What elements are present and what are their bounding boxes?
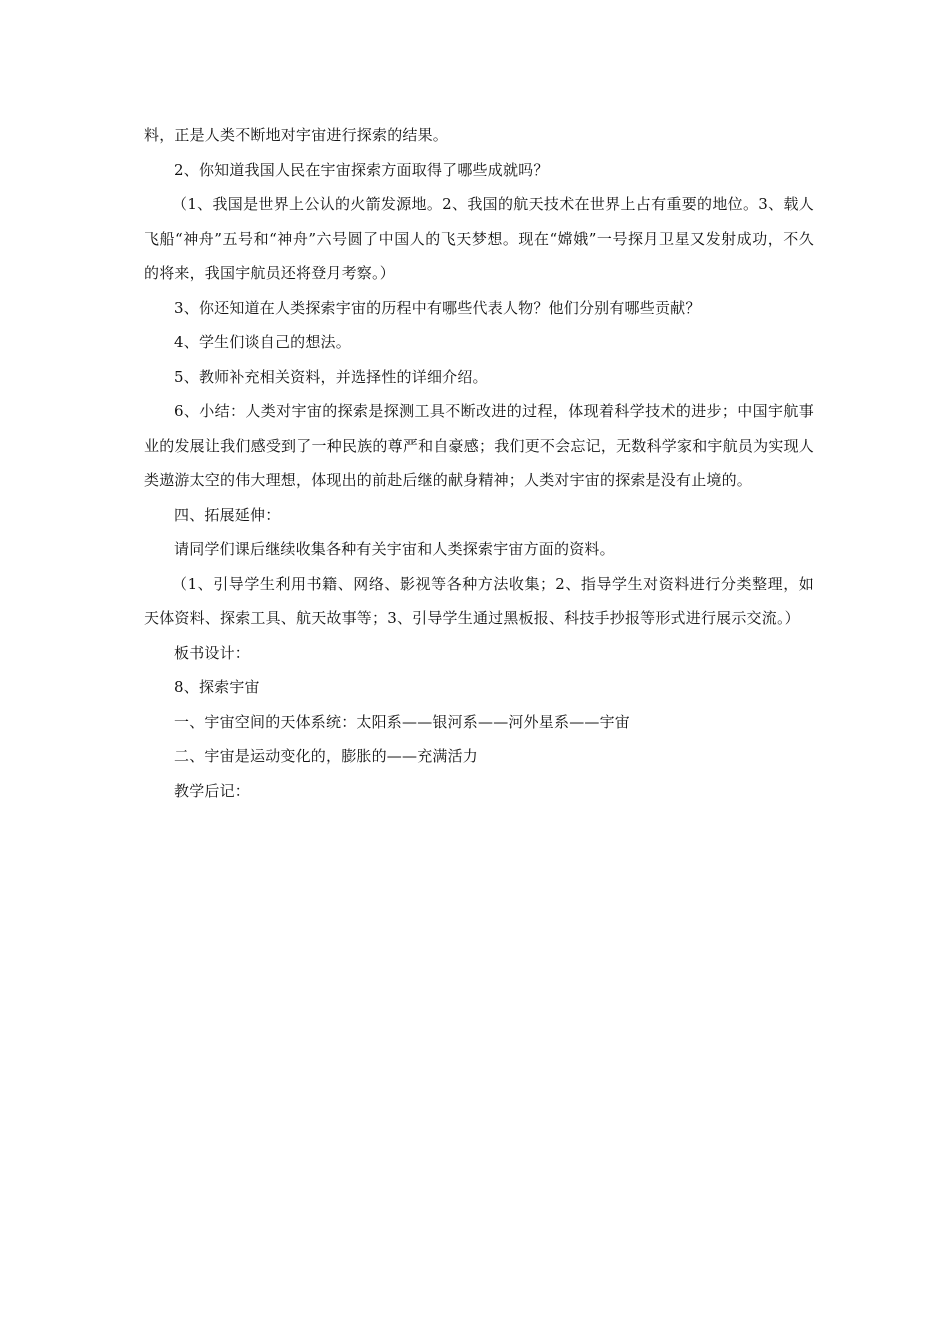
paragraph-question-3: 3、你还知道在人类探索宇宙的历程中有哪些代表人物？他们分别有哪些贡献？ [174, 298, 701, 317]
paragraph-homework-guidance: （1、引导学生利用书籍、网络、影视等各种方法收集；2、指导学生对资料进行分类整理，如天体资料、探索工具、航天故事等；3、引导学生通过黑板报、科技手抄报等形式进行展示交流。） [144, 574, 814, 627]
document-body [144, 118, 814, 808]
paragraph-step-5: 5、教师补充相关资料，并选择性的详细介绍。 [174, 367, 488, 386]
board-point-1: 一、宇宙空间的天体系统：太阳系——银河系——河外星系——宇宙 [174, 712, 631, 731]
paragraph-summary: 6、小结：人类对宇宙的探索是探测工具不断改进的过程，体现着科学技术的进步；中国宇航事业的发展让我们感受到了一种民族的尊严和自豪感；我们更不会忘记，无数科学家和宇航员为实现人类遨游太空的伟大理想，体现出的前赴后继的献身精神；人类对宇宙的探索是没有止境的。 [144, 402, 814, 489]
paragraph-continuation: 料，正是人类不断地对宇宙进行探索的结果。 [144, 126, 449, 144]
board-title: 8、探索宇宙 [174, 678, 260, 696]
section-heading-extension: 四、拓展延伸： [174, 505, 281, 524]
paragraph-homework: 请同学们课后继续收集各种有关宇宙和人类探索宇宙方面的资料。 [174, 540, 615, 558]
section-heading-board-design: 板书设计： [174, 643, 251, 662]
paragraph-achievements: （1、我国是世界上公认的火箭发源地。2、我国的航天技术在世界上占有重要的地位。3、载人飞船“神舟”五号和“神舟”六号圆了中国人的飞天梦想。现在“嫦娥”一号探月卫星又发射成功，不久的将来，我国宇航员还将登月考察。） [144, 195, 814, 282]
paragraph-question-2: 2、你知道我国人民在宇宙探索方面取得了哪些成就吗？ [174, 160, 549, 179]
board-point-2: 二、宇宙是运动变化的，膨胀的——充满活力 [174, 747, 479, 765]
section-heading-afterword: 教学后记： [174, 781, 251, 800]
paragraph-step-4: 4、学生们谈自己的想法。 [174, 333, 351, 351]
